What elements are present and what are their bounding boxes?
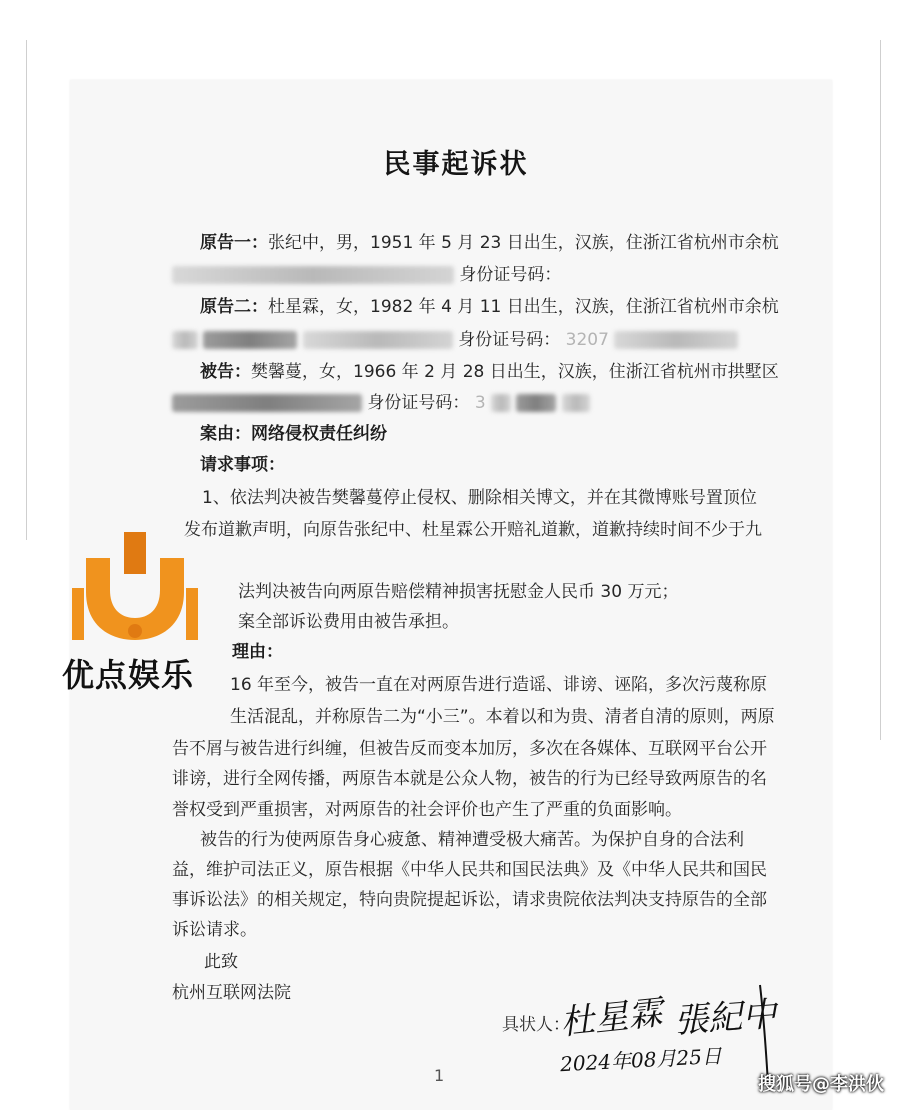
signature-1: 杜星霖 xyxy=(558,992,665,1044)
defendant-id-partial: 3 xyxy=(474,393,486,413)
reason-line: 诉讼请求。 xyxy=(172,920,257,940)
redacted-id xyxy=(614,331,738,349)
claim-line: 1、依法判决被告樊馨蔓停止侵权、删除相关博文，并在其微博账号置顶位 xyxy=(202,488,757,508)
defendant-address-line xyxy=(172,393,590,413)
plaintiff1-address-line xyxy=(172,265,561,285)
plaintiff1-id-label: 身份证号码： xyxy=(459,265,562,285)
plaintiff1-line xyxy=(200,233,779,253)
reason-line: 16 年至今，被告一直在对两原告进行造谣、诽谤、诬陷，多次污蔑称原 xyxy=(230,675,768,695)
redacted-address xyxy=(203,331,297,349)
plaintiff2-id-label: 身份证号码： xyxy=(458,330,561,350)
logo-text: 优点娱乐 xyxy=(62,656,195,694)
defendant-text: 樊馨蔓，女，1966 年 2 月 28 日出生，汉族，住浙江省杭州市拱墅区 xyxy=(251,362,779,382)
claim-line: 法判决被告向两原告赔偿精神损害抚慰金人民币 30 万元； xyxy=(238,582,679,602)
plaintiff2-line xyxy=(200,297,779,317)
redacted-id xyxy=(491,394,511,412)
scan-edge-left xyxy=(26,40,27,540)
claim-line: 案全部诉讼费用由被告承担。 xyxy=(238,612,459,632)
cause-line xyxy=(200,424,387,444)
redacted-address xyxy=(172,266,454,284)
plaintiff2-address-line xyxy=(172,330,738,350)
reason-line: 誉权受到严重损害，对两原告的社会评价也产生了严重的负面影响。 xyxy=(172,800,682,820)
cause-label: 案由： xyxy=(200,424,251,444)
redacted-address xyxy=(172,394,362,412)
plaintiff2-label: 原告二： xyxy=(200,297,268,317)
defendant-line xyxy=(200,362,779,382)
signature-2: 張紀中 xyxy=(672,994,778,1042)
u-logo-icon xyxy=(62,528,212,648)
plaintiff2-text: 杜星霖，女，1982 年 4 月 11 日出生，汉族，住浙江省杭州市余杭 xyxy=(268,297,779,317)
plaintiff1-text: 张纪中，男，1951 年 5 月 23 日出生，汉族，住浙江省杭州市余杭 xyxy=(268,233,779,253)
closing-text: 此致 xyxy=(204,952,238,972)
defendant-id-label: 身份证号码： xyxy=(367,393,470,413)
claim-line: 发布道歉声明，向原告张纪中、杜星霖公开赔礼道歉，道歉持续时间不少于九 xyxy=(184,520,762,540)
reason-line: 诽谤，进行全网传播，两原告本就是公众人物，被告的行为已经导致两原告的名 xyxy=(172,769,767,789)
page-number: 1 xyxy=(434,1066,445,1085)
defendant-label: 被告： xyxy=(200,362,251,382)
plaintiff2-id-partial: 3207 xyxy=(565,330,609,350)
court-name: 杭州互联网法院 xyxy=(172,983,291,1003)
reason-line: 事诉讼法》的相关规定，特向贵院提起诉讼，请求贵院依法判决支持原告的全部 xyxy=(172,890,767,910)
watermark: 搜狐号@李洪伙 xyxy=(758,1074,884,1095)
redacted-id xyxy=(562,394,590,412)
signer-label: 具状人： xyxy=(502,1015,570,1035)
reason-line: 益，维护司法正义，原告根据《中华人民共和国民法典》及《中华人民共和国民 xyxy=(172,860,767,880)
reason-line: 生活混乱，并称原告二为“小三”。本着以和为贵、清者自清的原则，两原 xyxy=(230,707,775,727)
reason-line: 被告的行为使两原告身心疲惫、精神遭受极大痛苦。为保护自身的合法利 xyxy=(200,830,744,850)
document-title: 民事起诉状 xyxy=(383,149,529,180)
redacted-id xyxy=(516,394,556,412)
cause-text: 网络侵权责任纠纷 xyxy=(251,424,387,444)
plaintiff1-label: 原告一： xyxy=(200,233,268,253)
redacted-address xyxy=(303,331,453,349)
redacted-address xyxy=(172,331,198,349)
reason-line: 告不屑与被告进行纠缠，但被告反而变本加厉，多次在各媒体、互联网平台公开 xyxy=(172,739,767,759)
reasons-heading: 理由： xyxy=(232,642,283,662)
claims-heading: 请求事项： xyxy=(200,455,285,475)
signing-date: 2024年08月25日 xyxy=(559,1043,723,1077)
